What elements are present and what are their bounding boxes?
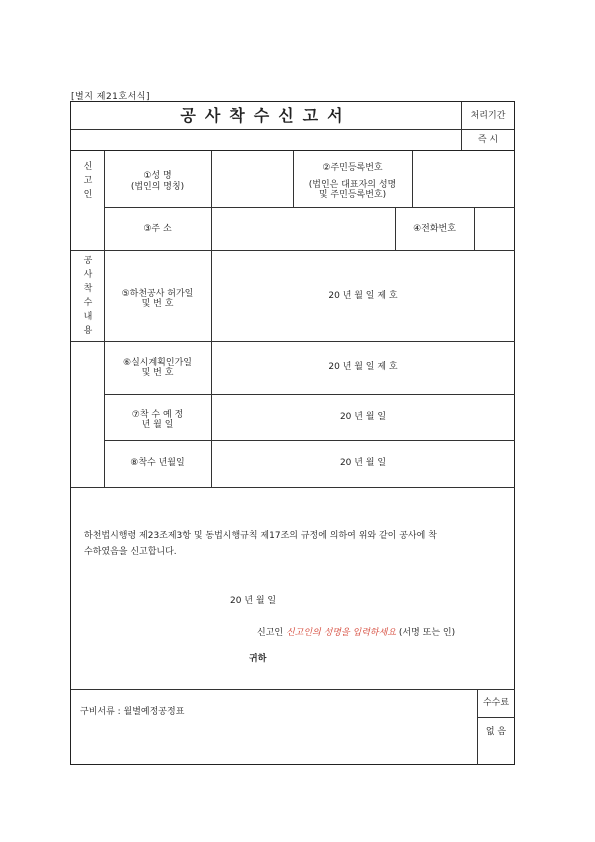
id-label: ②주민등록번호	[322, 163, 383, 173]
start-label: ⑧착수 년월일	[130, 458, 185, 468]
fee-value: 없 음	[485, 727, 507, 737]
address-divider-3	[474, 207, 475, 250]
plan-label-sub: 및 번 호	[141, 368, 174, 378]
fee-divider	[477, 717, 515, 718]
form-title: 공사착수신고서	[180, 106, 352, 125]
planned-label-sub: 년 월 일	[141, 420, 174, 430]
footer-top-line	[71, 689, 515, 690]
title-bottom-line	[71, 129, 461, 130]
signer-line	[257, 627, 455, 639]
section-col-divider	[104, 151, 105, 487]
statement-line-2: 수하였음을 신고합니다.	[84, 547, 177, 557]
content-bottom-line	[71, 487, 515, 488]
reporter-divider-3	[412, 151, 413, 207]
processing-value: 즉 시	[477, 135, 499, 145]
reporter-divider-1	[211, 151, 212, 207]
subcontract-label-sub: 및 번 호	[141, 299, 174, 309]
planned-label: ⑦착 수 예 정	[131, 410, 184, 420]
statement-line-1: 하천법시행령 제23조제3항 및 동법시행규칙 제17조의 규정에 의하여 위와 같이 공사에 착	[84, 531, 437, 541]
subcontract-label: ⑤하천공사 허가일	[121, 289, 194, 299]
id-label-sub-1: (법인은 대표자의 성명	[308, 180, 397, 190]
plan-label: ⑥실시계획인가일	[123, 358, 192, 368]
reporter-row-line	[104, 207, 515, 208]
processing-divider	[461, 129, 514, 130]
signer-name-input[interactable]: 신고인의 성명을 입력하세요	[285, 628, 397, 638]
name-label-sub: (법인의 명칭)	[130, 182, 185, 192]
plan-value: 20 년 월 일 제 호	[328, 362, 398, 372]
content-line-1	[71, 341, 515, 342]
reporter-bottom-line	[71, 250, 515, 251]
addressee: 귀하	[249, 654, 267, 664]
address-label: ③주 소	[143, 224, 172, 234]
content-line-3	[104, 440, 515, 441]
address-divider-1	[211, 207, 212, 250]
planned-value: 20 년 월 일	[339, 412, 387, 422]
subcontract-value: 20 년 월 일 제 호	[328, 291, 398, 301]
report-date: 20 년 월 일	[230, 596, 277, 606]
content-section-label: 공 사 착 수 내 용	[83, 256, 93, 336]
name-label: ①성 명	[143, 171, 172, 181]
processing-label: 처리기간	[470, 111, 506, 121]
phone-label: ④전화번호	[413, 224, 456, 234]
id-label-sub-2: 및 주민등록번호)	[318, 190, 387, 200]
reporter-section-label: 신 고 인	[83, 162, 93, 200]
form-number: [별지 제21호서식]	[71, 92, 150, 102]
attachments-text: 구비서류 : 월별예정공정표	[80, 707, 185, 717]
signer-prefix: 신고인	[257, 628, 284, 638]
start-value: 20 년 월 일	[339, 458, 387, 468]
fee-label: 수수료	[482, 698, 510, 708]
content-line-2	[104, 394, 515, 395]
signer-suffix: (서명 또는 인)	[398, 628, 456, 638]
